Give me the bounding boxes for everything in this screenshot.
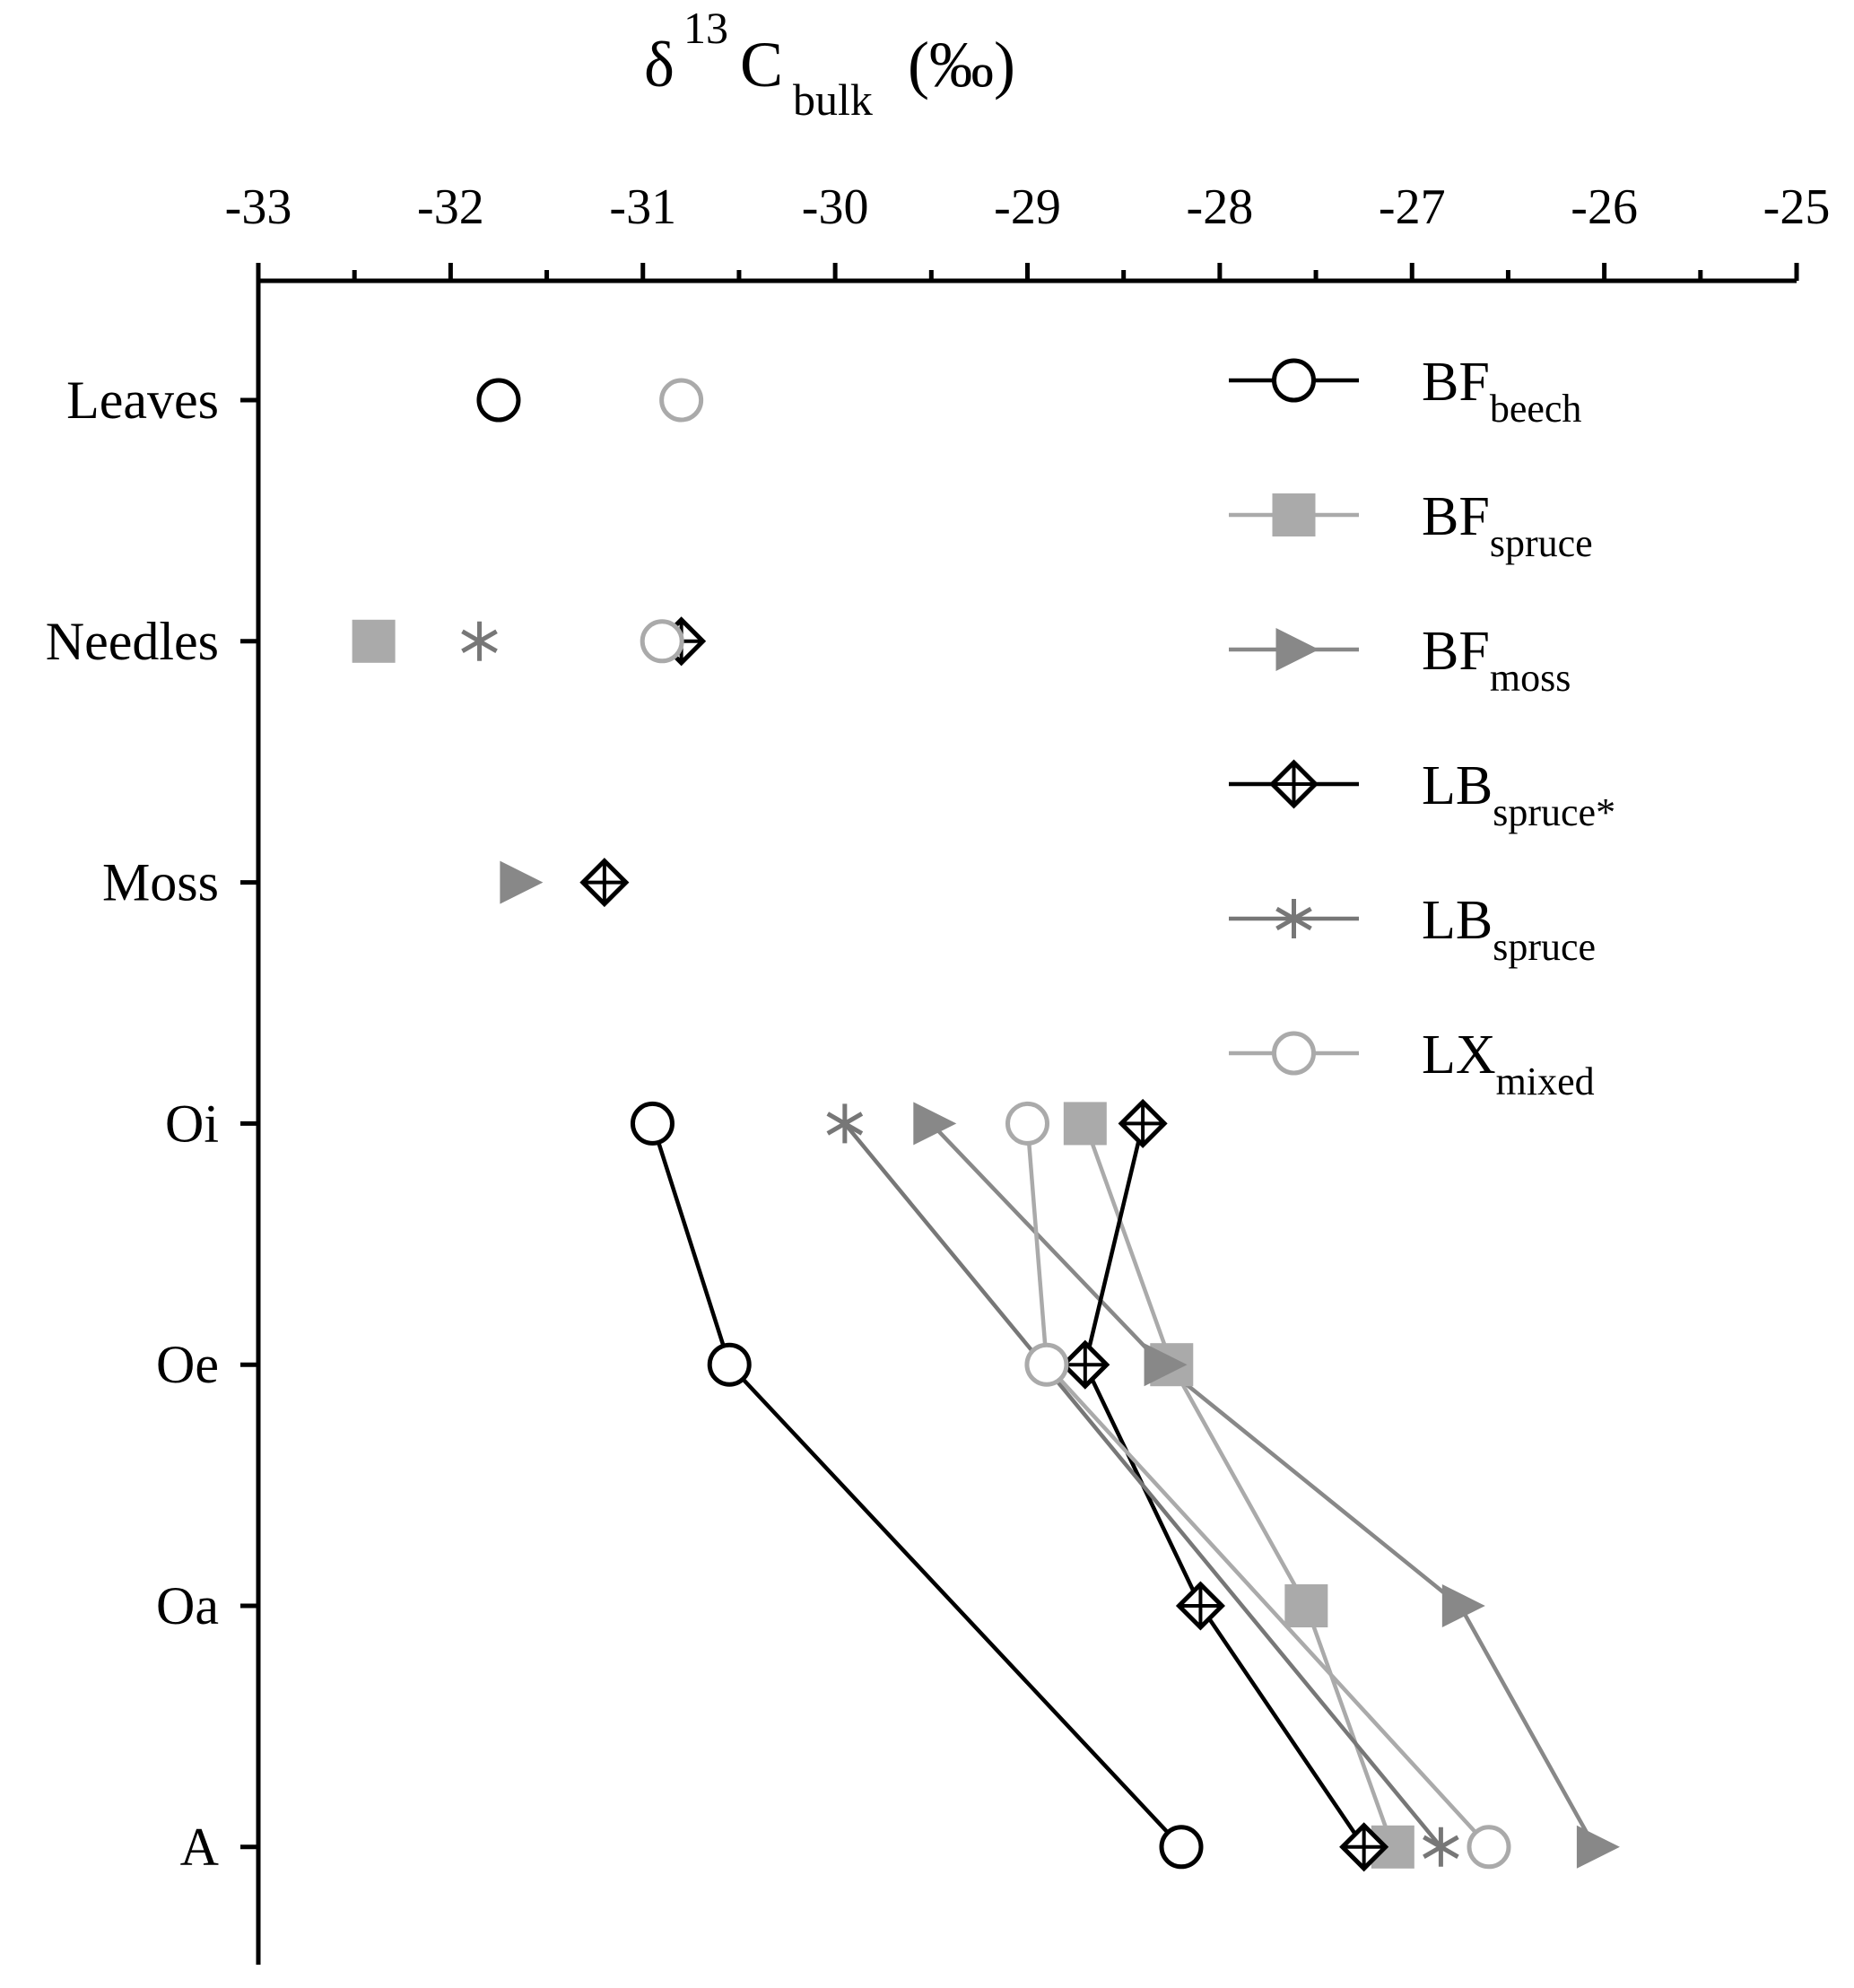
marker-shape [1577, 1826, 1620, 1869]
series-line [1085, 1123, 1393, 1846]
marker-shape [1276, 628, 1319, 671]
series-line [1085, 1123, 1364, 1846]
legend-item [1229, 755, 1615, 834]
legend-label [1422, 621, 1571, 700]
marker-shape [1008, 1103, 1048, 1143]
marker-shape [353, 620, 396, 663]
legend-marker [1273, 493, 1316, 536]
axis-title-symbol: δ [644, 29, 675, 100]
x-tick-label: -33 [224, 179, 292, 235]
axis-title-subscript: bulk [793, 74, 873, 125]
x-tick-label: -32 [417, 179, 484, 235]
y-tick-label: Leaves [66, 371, 219, 430]
legend-label-base: LB [1422, 890, 1493, 951]
x-tick-label: -30 [801, 179, 869, 235]
data-point [1064, 1102, 1107, 1145]
marker-shape [1275, 1033, 1314, 1073]
x-tick-label: -25 [1763, 179, 1831, 235]
legend-marker [1275, 361, 1314, 400]
legend-label-base: LB [1422, 755, 1493, 816]
marker-shape [1162, 1827, 1201, 1867]
data-point [632, 1103, 672, 1143]
legend-label-base: BF [1422, 352, 1490, 413]
data-point [662, 380, 701, 420]
axis-title-superscript: 13 [683, 3, 728, 53]
marker-shape [642, 622, 682, 661]
y-tick-label: A [179, 1817, 219, 1877]
legend-label-sub: beech [1489, 387, 1582, 431]
marker-shape [1469, 1827, 1509, 1867]
data-point [583, 861, 626, 904]
marker-shape [1284, 1584, 1327, 1627]
axis-title-unit: (‰) [908, 29, 1015, 100]
legend-label-base: BF [1422, 486, 1490, 547]
legend [1229, 352, 1615, 1103]
marker-shape [913, 1102, 956, 1145]
data-point [1064, 1343, 1107, 1386]
legend-label-base: LX [1422, 1025, 1496, 1086]
data-point [1577, 1826, 1620, 1869]
y-tick-label: Moss [101, 852, 219, 912]
series-lines [652, 1123, 1594, 1846]
series-line [845, 1123, 1441, 1846]
x-tick-label: -26 [1571, 179, 1638, 235]
axis-title [644, 3, 1015, 125]
y-tick-label: Needles [45, 611, 219, 671]
legend-label [1422, 755, 1615, 834]
data-point [1284, 1584, 1327, 1627]
legend-item [1229, 352, 1581, 431]
legend-label-sub: moss [1489, 656, 1571, 700]
legend-marker [1275, 1033, 1314, 1073]
marker-shape [1273, 493, 1316, 536]
marker-shape [709, 1345, 749, 1384]
data-point [1179, 1584, 1222, 1627]
data-point [500, 861, 543, 904]
marker-shape [500, 861, 543, 904]
legend-item [1229, 890, 1596, 969]
marker-shape [1064, 1102, 1107, 1145]
x-tick-label: -31 [609, 179, 677, 235]
legend-marker [1273, 763, 1316, 806]
y-tick-label: Oe [156, 1335, 219, 1395]
marker-shape [479, 380, 518, 420]
x-ticks [225, 179, 1831, 281]
data-point [462, 622, 496, 661]
x-tick-label: -28 [1186, 179, 1254, 235]
marker-shape [632, 1103, 672, 1143]
legend-item [1229, 486, 1593, 565]
data-point [479, 380, 518, 420]
y-ticks [46, 371, 258, 1877]
y-tick-label: Oi [165, 1094, 219, 1154]
data-point [913, 1102, 956, 1145]
legend-label-sub: spruce* [1493, 790, 1616, 834]
y-tick-label: Oa [156, 1576, 219, 1635]
legend-item [1229, 621, 1571, 700]
data-point [1008, 1103, 1048, 1143]
legend-label-sub: mixed [1495, 1059, 1595, 1103]
legend-marker [1276, 628, 1319, 671]
data-point [642, 622, 682, 661]
marker-shape [662, 380, 701, 420]
series-line [1028, 1123, 1490, 1846]
series-line [652, 1123, 1181, 1846]
x-tick-label: -29 [994, 179, 1061, 235]
data-point [1469, 1827, 1509, 1867]
series-markers [353, 380, 1620, 1869]
data-point [709, 1345, 749, 1384]
axis-title-base: C [740, 29, 784, 100]
marker-shape [1275, 361, 1314, 400]
legend-label [1422, 1025, 1595, 1103]
legend-item [1229, 1025, 1595, 1103]
data-point [1027, 1345, 1066, 1384]
legend-label [1422, 890, 1596, 969]
data-point [1162, 1827, 1201, 1867]
legend-label-base: BF [1422, 621, 1490, 682]
marker-shape [1027, 1345, 1066, 1384]
legend-label [1422, 352, 1581, 431]
legend-label [1422, 486, 1593, 565]
legend-label-sub: spruce [1489, 521, 1593, 565]
data-point [1442, 1584, 1485, 1627]
data-point [1121, 1102, 1164, 1145]
legend-label-sub: spruce [1493, 925, 1597, 969]
marker-shape [1442, 1584, 1485, 1627]
x-tick-label: -27 [1378, 179, 1446, 235]
data-point [353, 620, 396, 663]
series-line [931, 1123, 1595, 1846]
